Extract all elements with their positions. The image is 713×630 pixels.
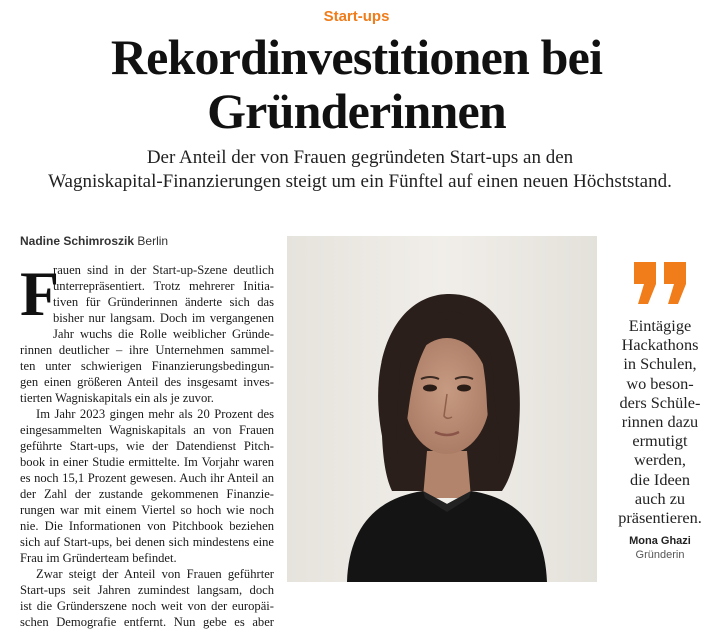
pull-quote xyxy=(610,260,710,561)
byline-author: Nadine Schimroszik xyxy=(20,234,135,248)
byline-location: Berlin xyxy=(137,234,169,248)
quote-line: rinnen dazu xyxy=(621,412,699,432)
quote-line: ermutigt xyxy=(632,431,688,451)
quote-line: in Schulen, xyxy=(623,354,697,374)
deck-line-2: Wagniskapital-Finanzierungen steigt um ein Fünftel auf einen neuen Höchststand. xyxy=(48,171,672,192)
quote-line: wo beson- xyxy=(626,373,694,393)
deck-line-1: Der Anteil der von Frauen gegründeten Start-ups an den xyxy=(146,147,574,168)
body-line: Frau im Gründerteam befindet. xyxy=(20,551,177,565)
orange-quotation-mark-icon xyxy=(632,260,688,306)
body-line: geführte Start-ups, wie der Datendienst Pitch- xyxy=(20,439,274,453)
headline-line-2: Gründerinnen xyxy=(207,83,506,139)
deck xyxy=(30,146,690,194)
quote-author-role: Gründerin xyxy=(635,549,685,562)
body-line: bisher nur langsam. Doch im vergangenen xyxy=(53,311,274,325)
quote-line: auch zu xyxy=(634,488,686,508)
body-line: eingesammelten Wagniskapitals an von Frauen xyxy=(20,423,274,437)
body-line: schen Demografie entfernt. Nun gebe es aber xyxy=(20,615,274,629)
quote-text xyxy=(610,316,710,527)
quote-line: Hackathons xyxy=(621,335,699,355)
body-line: Jahr wuchs die Rolle weiblicher Gründe- xyxy=(53,327,274,341)
body-line: rinnen deutlicher – ihre Unternehmen sammel- xyxy=(20,343,274,357)
quote-author-name: Mona Ghazi xyxy=(629,535,691,548)
quote-line: ders Schüle- xyxy=(619,392,701,412)
headline xyxy=(0,30,713,138)
quote-line: die Ideen xyxy=(629,469,691,489)
quote-line: Eintägige xyxy=(628,316,692,335)
kicker: Start-ups xyxy=(323,8,390,25)
body-line: es noch 15,1 Prozent gewesen. Auch ihr Anteil an xyxy=(20,471,274,485)
article-body xyxy=(20,258,274,630)
body-line: tierten Wagniskapitals ein als je zuvor. xyxy=(20,391,214,405)
body-line: rauen sind in der Start-up-Szene deutlich xyxy=(53,263,274,277)
body-line: nie. Die Informationen von Pitchbook beziehen xyxy=(20,519,274,533)
body-line: Start-ups seit Jahren zumindest langsam, doch xyxy=(20,583,274,597)
body-line: rungen war mit einem Viertel so hoch wie noch xyxy=(20,503,274,517)
quote-line: präsentieren. xyxy=(618,508,702,528)
body-line: Zwar steigt der Anteil von Frauen geführter xyxy=(36,567,274,581)
body-line: gen einen größeren Anteil des insgesamt inves- xyxy=(20,375,274,389)
headline-line-1: Rekordinvestitionen bei xyxy=(110,29,603,85)
body-line: ist die Gründerszene noch weit von der europäi- xyxy=(20,599,274,613)
body-line: tiven für Gründerinnen änderte sich das xyxy=(53,295,274,309)
portrait-photo xyxy=(287,236,597,582)
body-line: book in einer Studie ermittelte. Im Vorjahr waren xyxy=(20,455,274,469)
body-line: ten unter schwierigen Finanzierungsbedingun- xyxy=(20,359,274,373)
portrait-illustration xyxy=(287,236,597,582)
body-line: unterrepräsentiert. Trotz mehrerer Initia- xyxy=(53,279,274,293)
quote-line: werden, xyxy=(634,450,686,470)
body-line: der Zahl der zustande gekommenen Finanzie- xyxy=(20,487,274,501)
byline xyxy=(20,234,168,248)
body-line: Im Jahr 2023 gingen mehr als 20 Prozent des xyxy=(36,407,274,421)
dropcap: F xyxy=(20,258,60,329)
body-line: sich auf Start-ups, bei denen sich mindestens eine xyxy=(20,535,274,549)
